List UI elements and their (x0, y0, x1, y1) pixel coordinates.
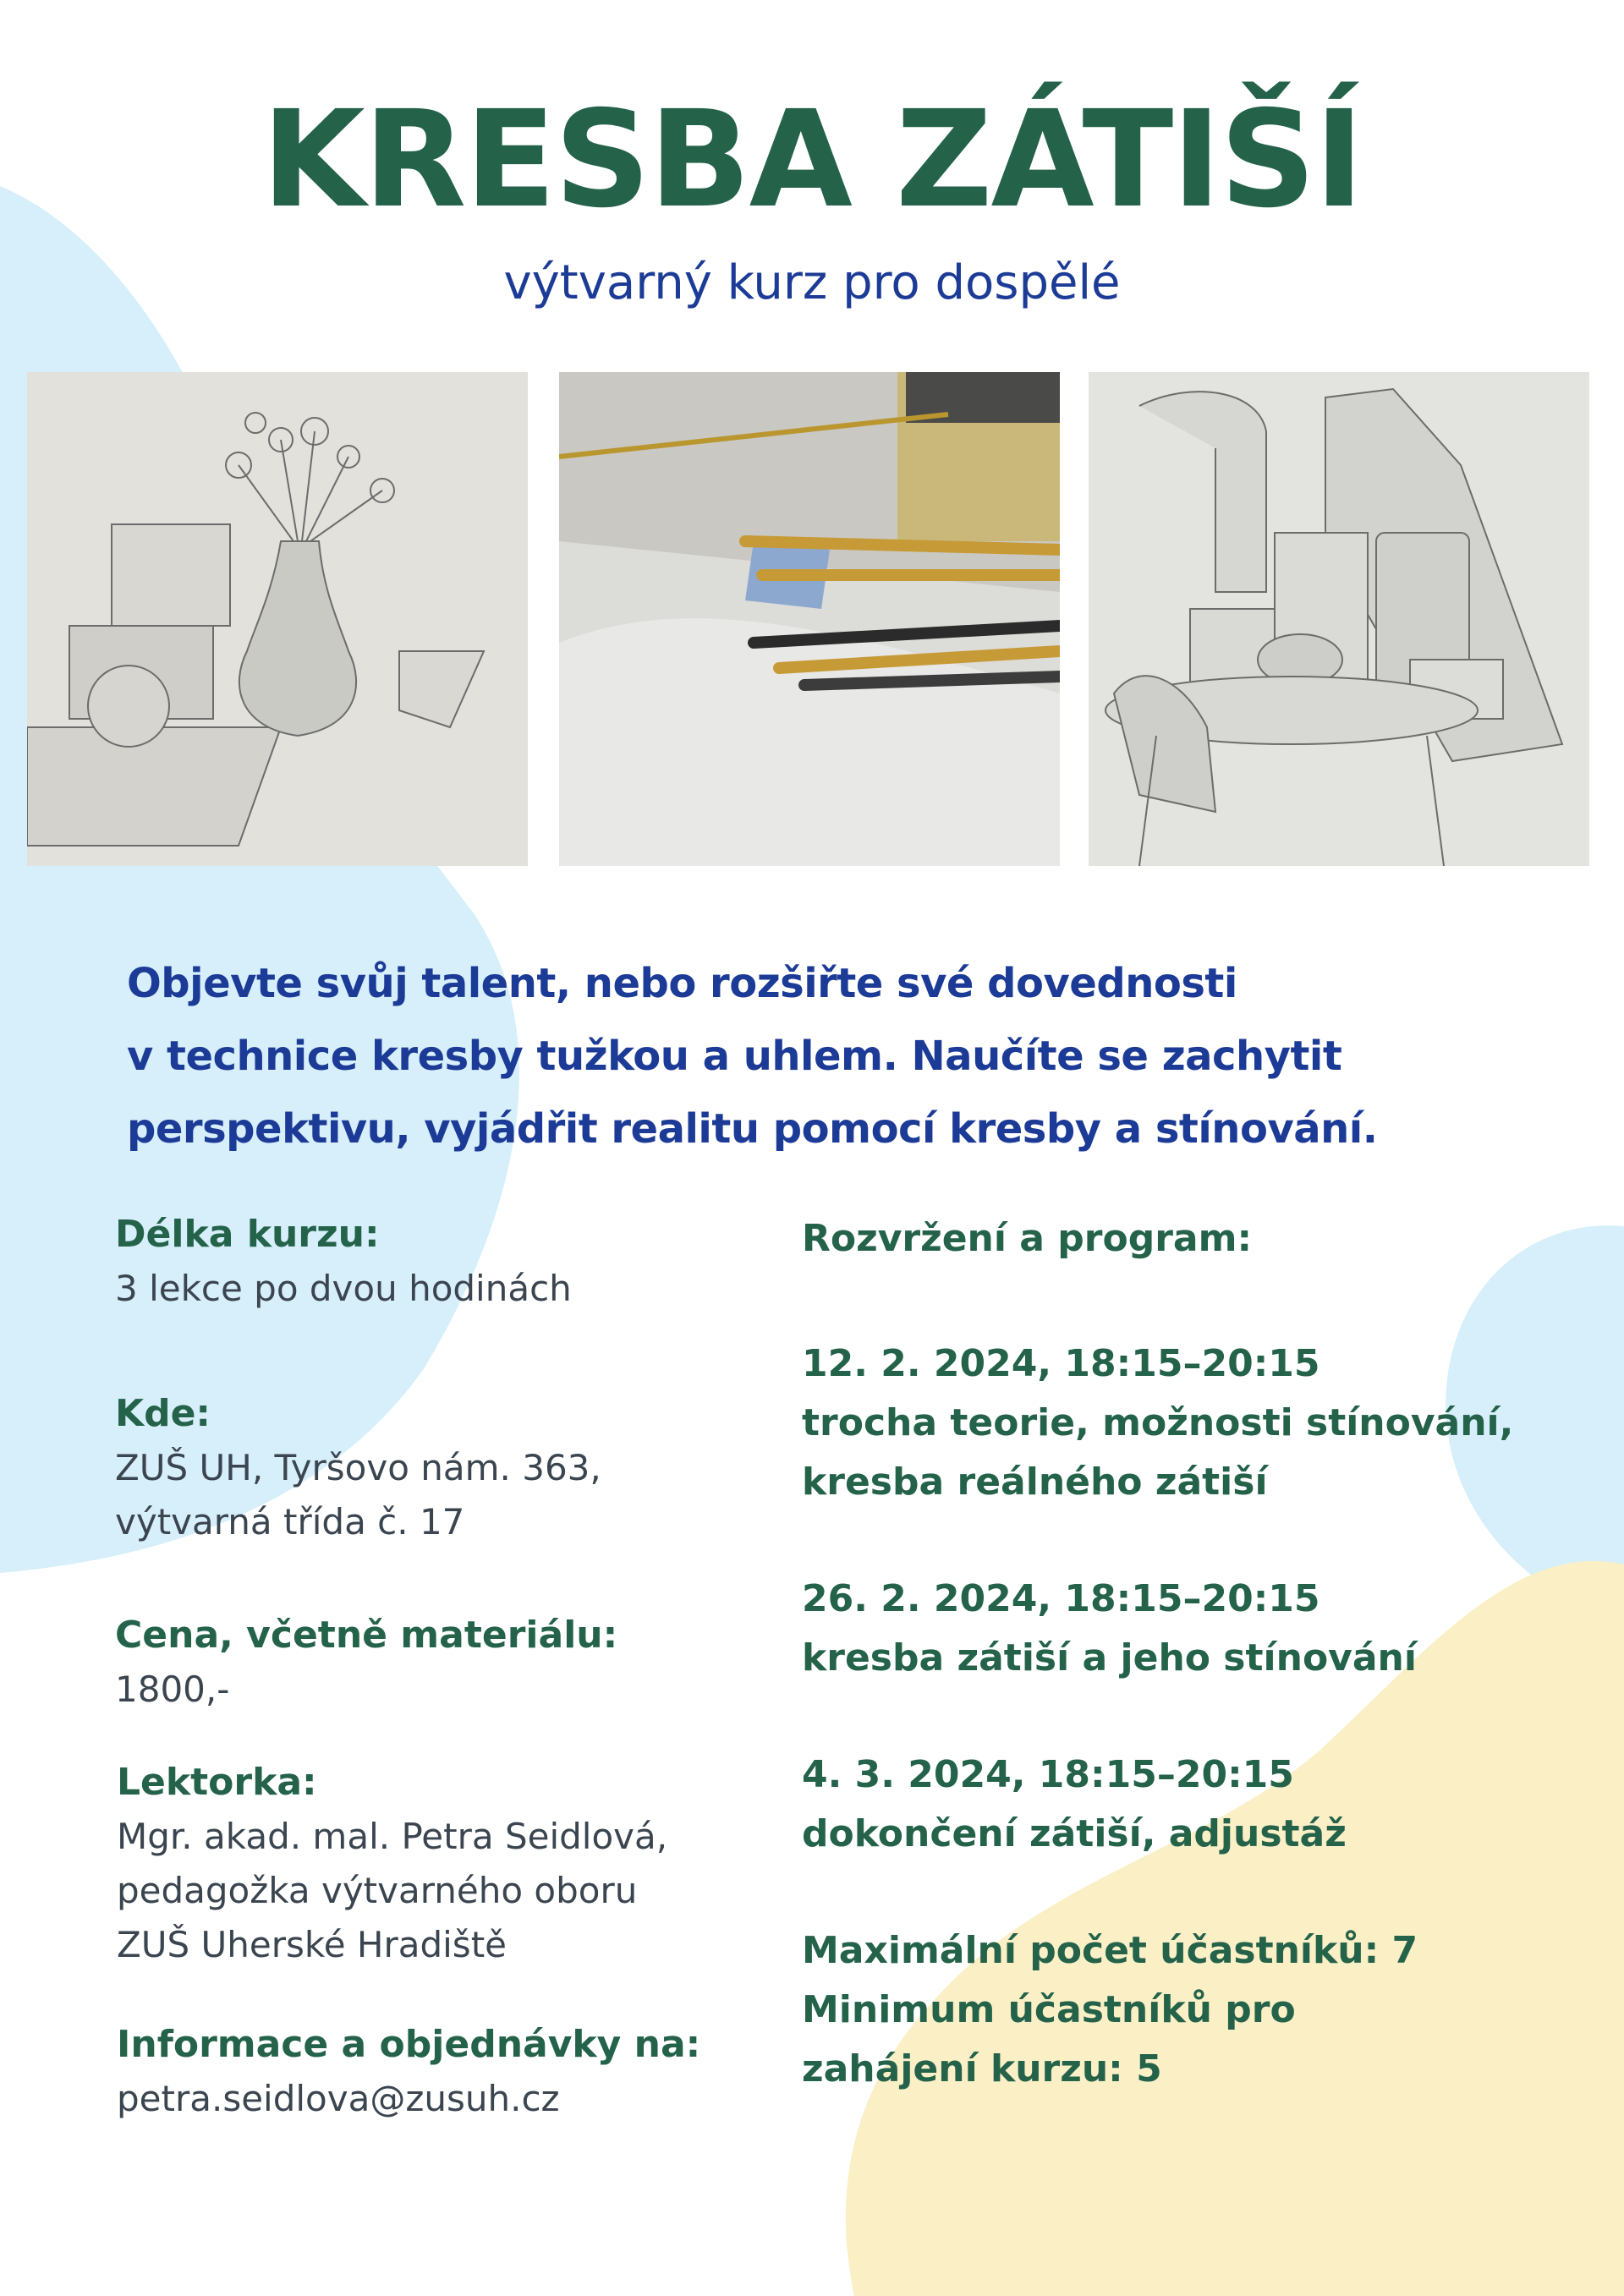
program-section (802, 1209, 1252, 1269)
detail-price (115, 1608, 617, 1717)
photo-still-life-vase (27, 372, 528, 866)
pencils-and-eraser-photo-icon (559, 372, 1060, 866)
intro-text (127, 947, 1565, 1165)
photo-still-life-trumpet (1089, 372, 1589, 866)
intro-line-3: perspektivu, vyjádřit realitu pomocí kresby a stínování. (127, 1105, 1378, 1153)
session-1-line-1: trocha teorie, možnosti stínování, (802, 1401, 1514, 1444)
duration-label: Délka kurzu: (115, 1213, 380, 1256)
intro-line-1: Objevte svůj talent, nebo rozšiřte své dovednosti (127, 960, 1237, 1007)
contact-email[interactable]: petra.seidlova@zusuh.cz (117, 2078, 560, 2119)
still-life-vase-drawing-icon (27, 372, 528, 866)
session-2 (802, 1570, 1417, 1688)
price-label: Cena, včetně materiálu: (115, 1614, 618, 1657)
session-1 (802, 1334, 1513, 1512)
lecturer-line-1: Mgr. akad. mal. Petra Seidlová, (117, 1816, 668, 1857)
page-subtitle: výtvarný kurz pro dospělé (503, 255, 1121, 310)
min-participants-line-1: Minimum účastníků pro (802, 1988, 1296, 2031)
detail-duration (115, 1208, 572, 1316)
page-title: KRESBA ZÁTIŠÍ (261, 82, 1363, 238)
session-3-date: 4. 3. 2024, 18:15–20:15 (802, 1753, 1294, 1796)
session-3 (802, 1745, 1347, 1864)
detail-lecturer (117, 1756, 667, 1972)
program-label: Rozvržení a program: (802, 1217, 1253, 1260)
session-3-line-1: dokončení zátiší, adjustáž (802, 1812, 1347, 1855)
intro-line-2: v technice kresby tužkou a uhlem. Naučíte se zachytit (127, 1033, 1342, 1080)
detail-place (115, 1387, 601, 1549)
min-participants-line-2: zahájení kurzu: 5 (802, 2047, 1162, 2091)
place-line-1: ZUŠ UH, Tyršovo nám. 363, (115, 1447, 601, 1488)
still-life-trumpet-drawing-icon (1089, 372, 1589, 866)
duration-value: 3 lekce po dvou hodinách (115, 1268, 572, 1309)
contact-label: Informace a objednávky na: (117, 2023, 701, 2066)
price-value: 1800,- (115, 1669, 230, 1710)
session-2-line-1: kresba zátiší a jeho stínování (802, 1636, 1417, 1680)
photo-pencils-eraser (559, 372, 1060, 866)
detail-contact (117, 2018, 700, 2126)
max-participants: Maximální počet účastníků: 7 (802, 1929, 1418, 1972)
session-1-date: 12. 2. 2024, 18:15–20:15 (802, 1342, 1320, 1385)
session-2-date: 26. 2. 2024, 18:15–20:15 (802, 1577, 1320, 1620)
lecturer-label: Lektorka: (117, 1761, 317, 1804)
place-line-2: výtvarná třída č. 17 (115, 1501, 465, 1543)
lecturer-line-2: pedagožka výtvarného oboru (117, 1870, 638, 1911)
session-1-line-2: kresba reálného zátiší (802, 1460, 1268, 1504)
place-label: Kde: (115, 1392, 211, 1435)
participants-info (802, 1921, 1418, 2099)
lecturer-line-3: ZUŠ Uherské Hradiště (117, 1924, 507, 1965)
